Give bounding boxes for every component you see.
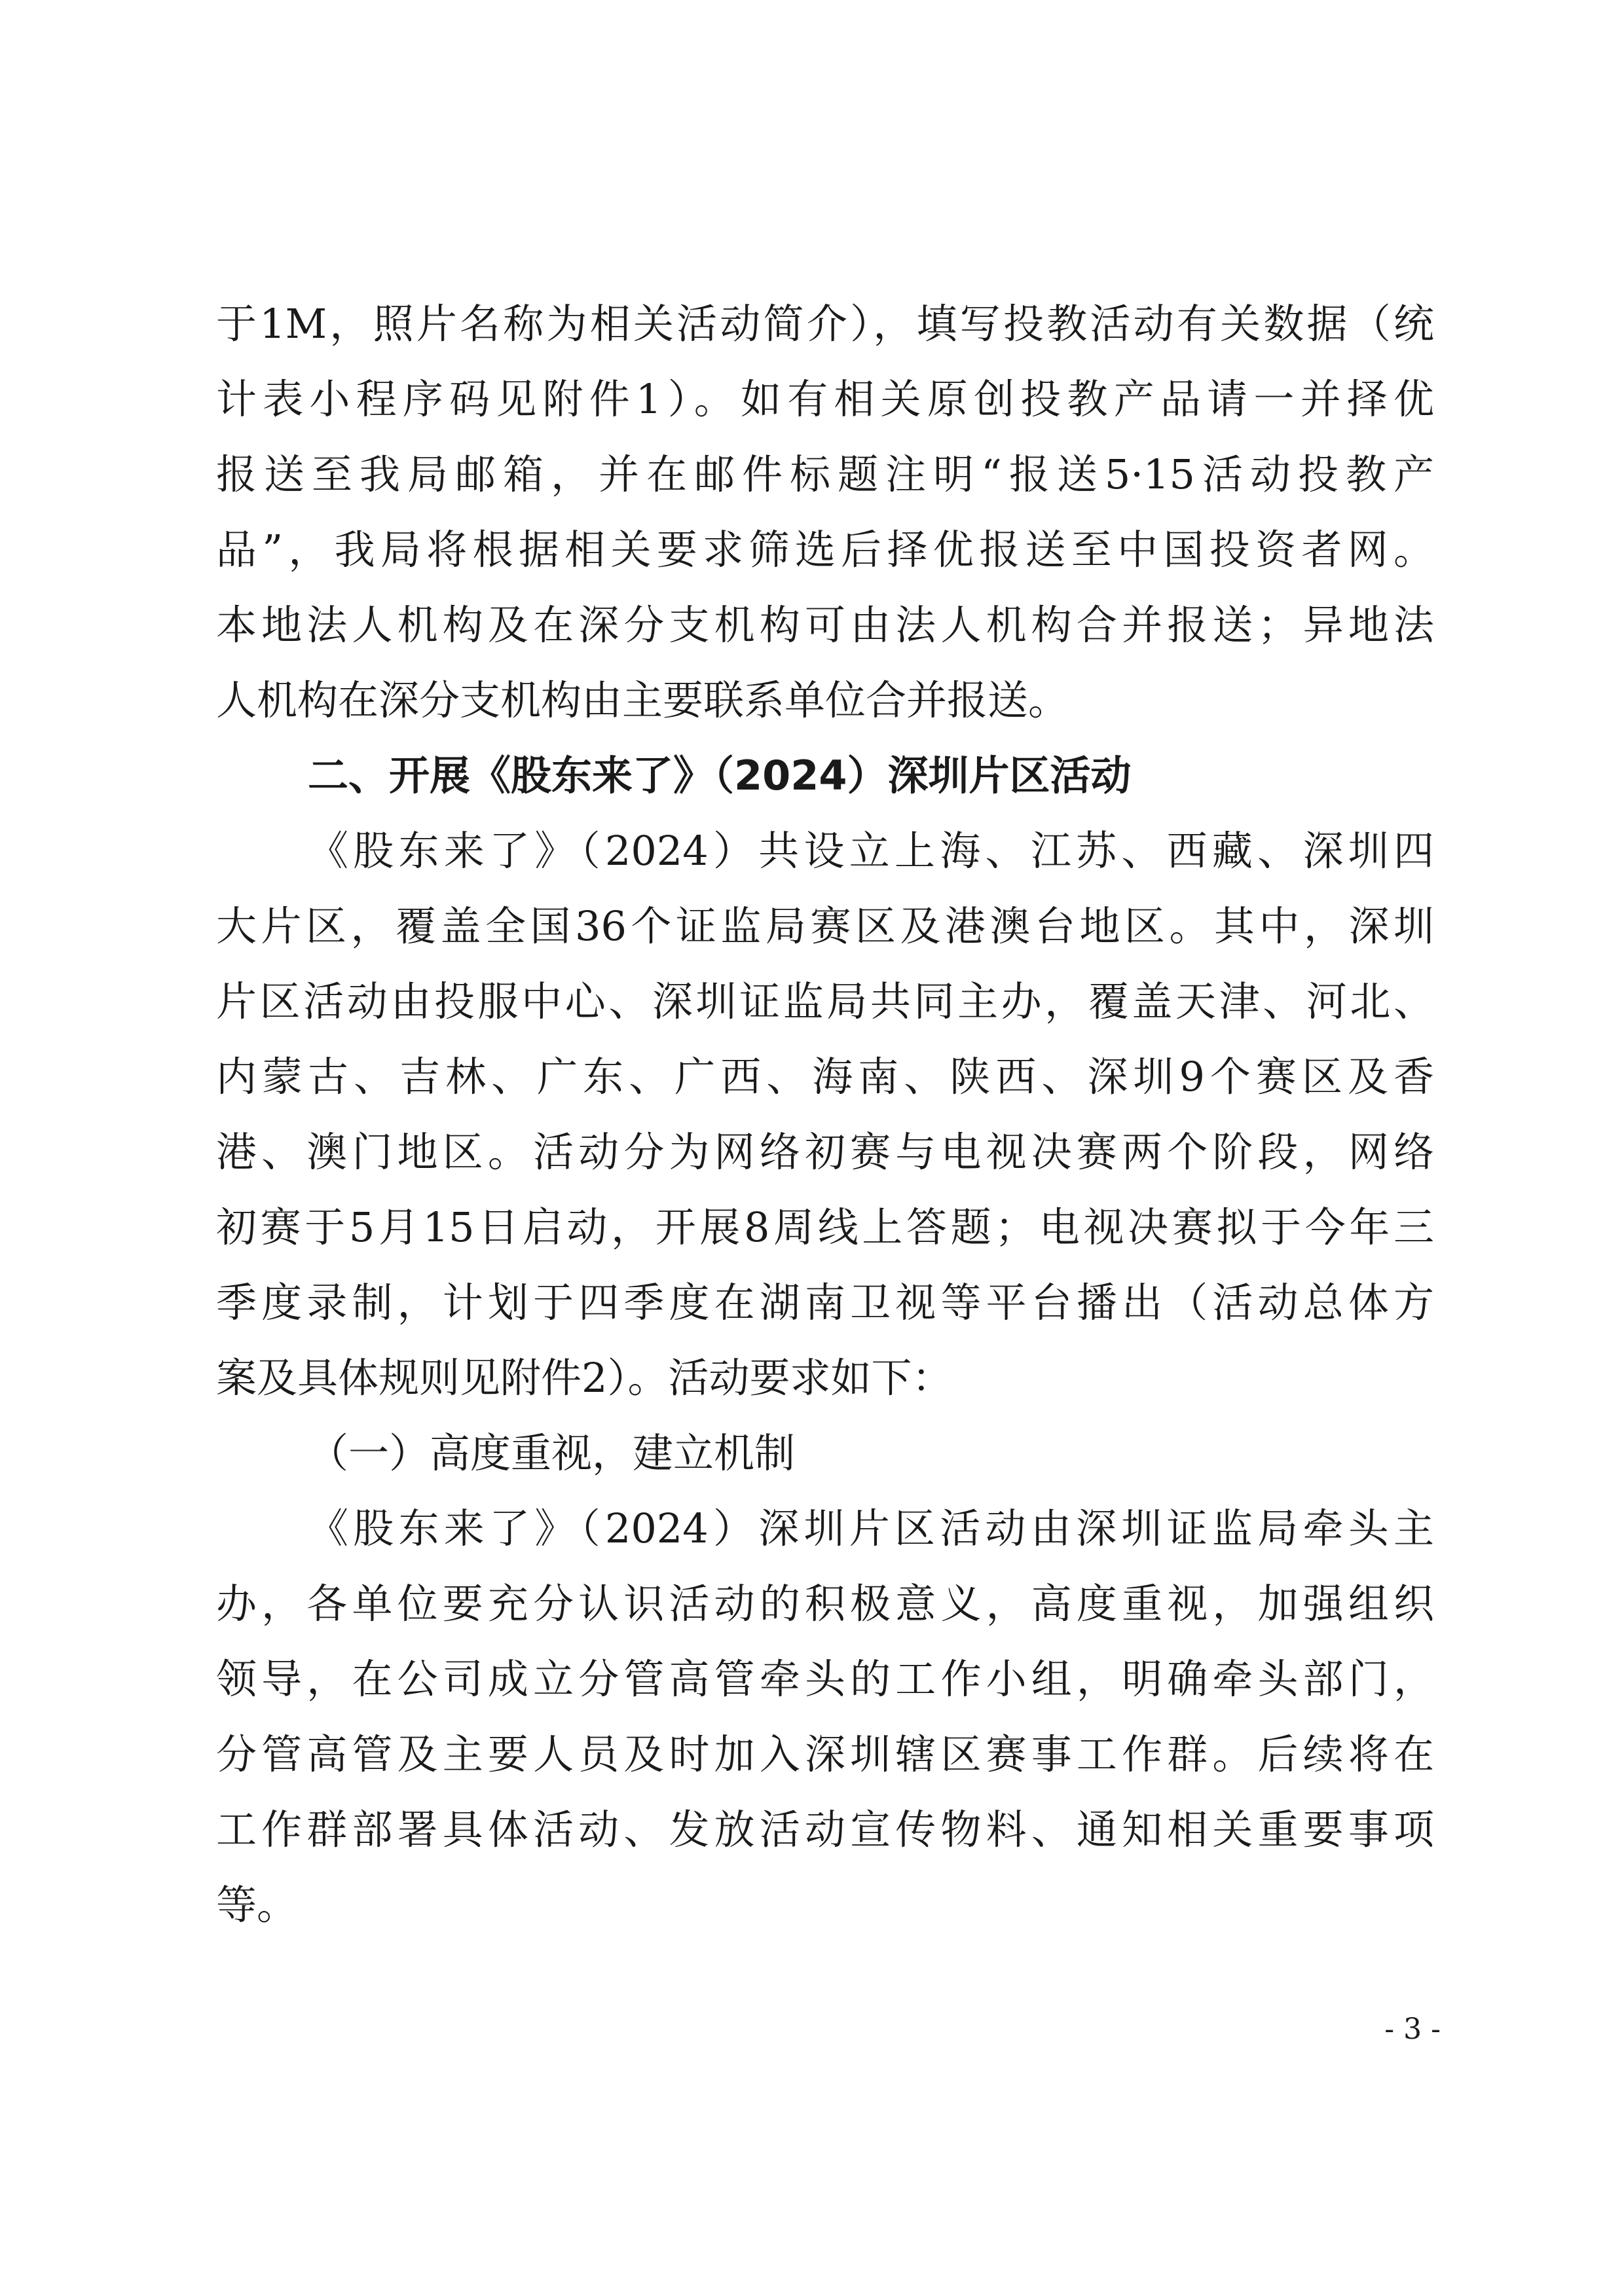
- paragraph-3-line-5: 工作群部署具体活动、发放活动宣传物料、通知相关重要事项: [216, 1806, 1434, 1853]
- paragraph-2-line-5: 港、澳门地区。活动分为网络初赛与电视决赛两个阶段，网络: [216, 1128, 1434, 1176]
- paragraph-3-line-3: 领导，在公司成立分管高管牵头的工作小组，明确牵头部门，: [216, 1655, 1434, 1703]
- paragraph-1-line-5: 本地法人机构及在深分支机构可由法人机构合并报送；异地法: [216, 601, 1434, 649]
- page-number: - 3 -: [1384, 2013, 1441, 2046]
- paragraph-2-line-2: 大片区，覆盖全国36个证监局赛区及港澳台地区。其中，深圳: [216, 902, 1434, 950]
- paragraph-3-line-1: 《股东来了》（2024）深圳片区活动由深圳证监局牵头主: [308, 1504, 1434, 1552]
- paragraph-1-line-6: 人机构在深分支机构由主要联系单位合并报送。: [216, 676, 1069, 724]
- paragraph-1-line-1: 于1M，照片名称为相关活动简介），填写投教活动有关数据（统: [216, 300, 1434, 348]
- paragraph-3-line-6: 等。: [216, 1881, 298, 1929]
- paragraph-3-line-2: 办，各单位要充分认识活动的积极意义，高度重视，加强组织: [216, 1580, 1434, 1628]
- section-2-heading: 二、开展《股东来了》（2024）深圳片区活动: [308, 752, 1132, 799]
- subsection-1-heading: （一）高度重视，建立机制: [308, 1429, 796, 1477]
- paragraph-2-line-8: 案及具体规则见附件2）。活动要求如下：: [216, 1354, 953, 1402]
- paragraph-2-line-6: 初赛于5月15日启动，开展8周线上答题；电视决赛拟于今年三: [216, 1203, 1434, 1251]
- paragraph-1-line-4: 品”，我局将根据相关要求筛选后择优报送至中国投资者网。: [216, 526, 1434, 574]
- paragraph-2-line-4: 内蒙古、吉林、广东、广西、海南、陕西、深圳9个赛区及香: [216, 1053, 1434, 1101]
- paragraph-2-line-7: 季度录制，计划于四季度在湖南卫视等平台播出（活动总体方: [216, 1279, 1434, 1326]
- paragraph-3-line-4: 分管高管及主要人员及时加入深圳辖区赛事工作群。后续将在: [216, 1730, 1434, 1778]
- paragraph-2-line-1: 《股东来了》（2024）共设立上海、江苏、西藏、深圳四: [308, 827, 1434, 875]
- paragraph-1-line-3: 报送至我局邮箱，并在邮件标题注明“报送5·15活动投教产: [216, 450, 1434, 498]
- paragraph-2-line-3: 片区活动由投服中心、深圳证监局共同主办，覆盖天津、河北、: [216, 977, 1434, 1025]
- paragraph-1-line-2: 计表小程序码见附件1）。如有相关原创投教产品请一并择优: [216, 375, 1434, 423]
